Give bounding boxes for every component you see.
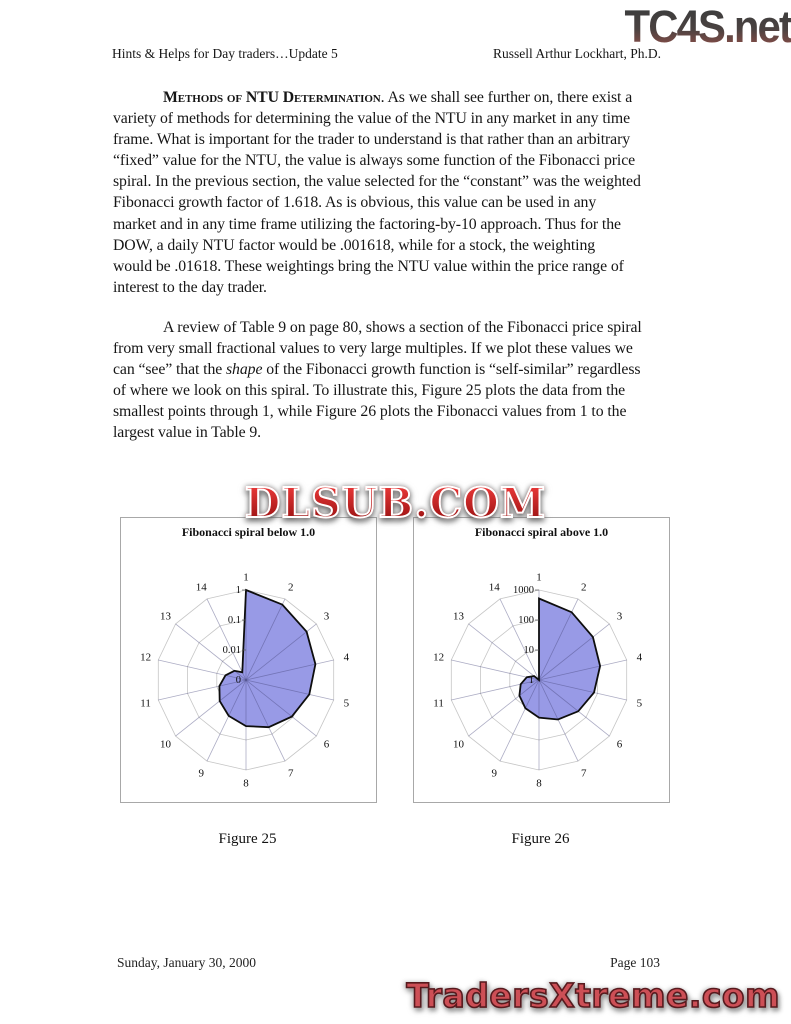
category-label: 1 <box>536 571 542 584</box>
category-label: 12 <box>140 651 152 664</box>
category-label: 1 <box>243 571 249 584</box>
text-line: from very small fractional values to very large multiples. If we plot these values we <box>113 340 633 358</box>
chart-title: Fibonacci spiral below 1.0 <box>181 525 316 539</box>
category-label: 8 <box>243 777 249 790</box>
category-label: 10 <box>160 738 171 751</box>
category-label: 13 <box>453 610 464 623</box>
grid-spoke <box>500 599 539 680</box>
text-line: smallest points through 1, while Figure 26 plots the Fibonacci values from 1 to the <box>113 403 627 421</box>
section-heading: Methods of NTU Determination <box>163 89 381 106</box>
category-label: 3 <box>323 610 330 623</box>
category-label: 9 <box>491 767 498 780</box>
radial-tick-label: 0.1 <box>227 615 241 626</box>
radial-tick-label: 1 <box>528 675 534 686</box>
grid-spoke <box>207 599 246 680</box>
category-label: 14 <box>195 581 207 594</box>
category-label: 10 <box>453 738 464 751</box>
category-label: 7 <box>287 767 294 780</box>
text-line: would be .01618. These weightings bring the NTU value within the price range of <box>113 257 624 275</box>
category-label: 5 <box>636 697 643 710</box>
category-label: 2 <box>287 581 294 594</box>
text-line: interest to the day trader. <box>113 278 267 296</box>
radial-tick-label: 1000 <box>513 585 534 596</box>
header-author: Russell Arthur Lockhart, Ph.D. <box>493 46 661 61</box>
category-label: 5 <box>343 697 350 710</box>
text-line <box>113 87 642 108</box>
footer-date: Sunday, January 30, 2000 <box>117 955 256 970</box>
dlsub-watermark: DLSUB.COM <box>0 483 791 524</box>
text-line: market and in any time frame utilizing the factoring-by-10 approach. Thus for the <box>113 215 621 233</box>
tradersxtreme-banner: TradersXtreme.com <box>406 976 780 1015</box>
chart-title: Fibonacci spiral above 1.0 <box>474 525 609 539</box>
text-span: can “see” that the <box>113 361 226 379</box>
text-span: of the Fibonacci growth function is “self-similar” regardless <box>262 361 641 379</box>
category-label: 11 <box>433 697 444 710</box>
text-line: DOW, a daily NTU factor would be .001618, while for a stock, the weighting <box>113 236 596 254</box>
radial-tick-label: 10 <box>523 645 534 656</box>
paragraph-2 <box>113 317 642 444</box>
figure-26-chart <box>413 517 670 803</box>
category-label: 9 <box>198 767 205 780</box>
category-label: 3 <box>616 610 623 623</box>
text-line: of where we look on this spiral. To illustrate this, Figure 25 plots the data from the <box>113 382 626 400</box>
body-text <box>113 87 642 444</box>
radial-tick-label: 0 <box>235 675 241 686</box>
text-line: variety of methods for determining the value of the NTU in any market in any time <box>113 110 630 128</box>
text-line <box>113 359 642 380</box>
radial-tick-label: 1 <box>235 585 241 596</box>
radial-tick-label: 100 <box>518 615 534 626</box>
figure-25-chart <box>120 517 377 803</box>
figure-25-caption: Figure 25 <box>218 831 277 847</box>
category-label: 4 <box>636 651 643 664</box>
category-label: 8 <box>536 777 542 790</box>
text-line: largest value in Table 9. <box>113 424 262 442</box>
italic-span: shape <box>226 361 263 379</box>
category-label: 4 <box>343 651 350 664</box>
text-line: “fixed” value for the NTU, the value is always some function of the Fibonacci price <box>113 152 636 170</box>
text-line: frame. What is important for the trader to understand is that rather than an arbitrary <box>113 131 631 149</box>
figure-26-caption: Figure 26 <box>511 831 570 847</box>
text-line: Fibonacci growth factor of 1.618. As is obvious, this value can be used in any <box>113 194 597 212</box>
spiral-fill <box>219 590 315 727</box>
category-label: 2 <box>580 581 587 594</box>
category-label: 11 <box>140 697 151 710</box>
text-line: spiral. In the previous section, the value selected for the “constant” was the weighted <box>113 173 641 191</box>
paragraph-1 <box>113 87 642 298</box>
footer-page-number: Page 103 <box>610 955 660 970</box>
category-label: 7 <box>580 767 587 780</box>
text-line: A review of Table 9 on page 80, shows a section of the Fibonacci price spiral <box>163 318 642 336</box>
radial-tick-label: 0.01 <box>222 645 241 656</box>
page-header <box>112 46 661 62</box>
category-label: 13 <box>160 610 171 623</box>
page-footer <box>117 955 660 971</box>
category-label: 6 <box>616 738 623 751</box>
fibonacci-spiral-above-1 <box>414 518 669 802</box>
header-title: Hints & Helps for Day traders…Update 5 <box>112 46 338 61</box>
text-span: . As we shall see further on, there exist a <box>380 89 633 106</box>
tc4s-logo: TC4S.net <box>624 1 791 52</box>
category-label: 6 <box>323 738 330 751</box>
category-label: 14 <box>488 581 500 594</box>
category-label: 12 <box>433 651 445 664</box>
fibonacci-spiral-below-1 <box>121 518 376 802</box>
